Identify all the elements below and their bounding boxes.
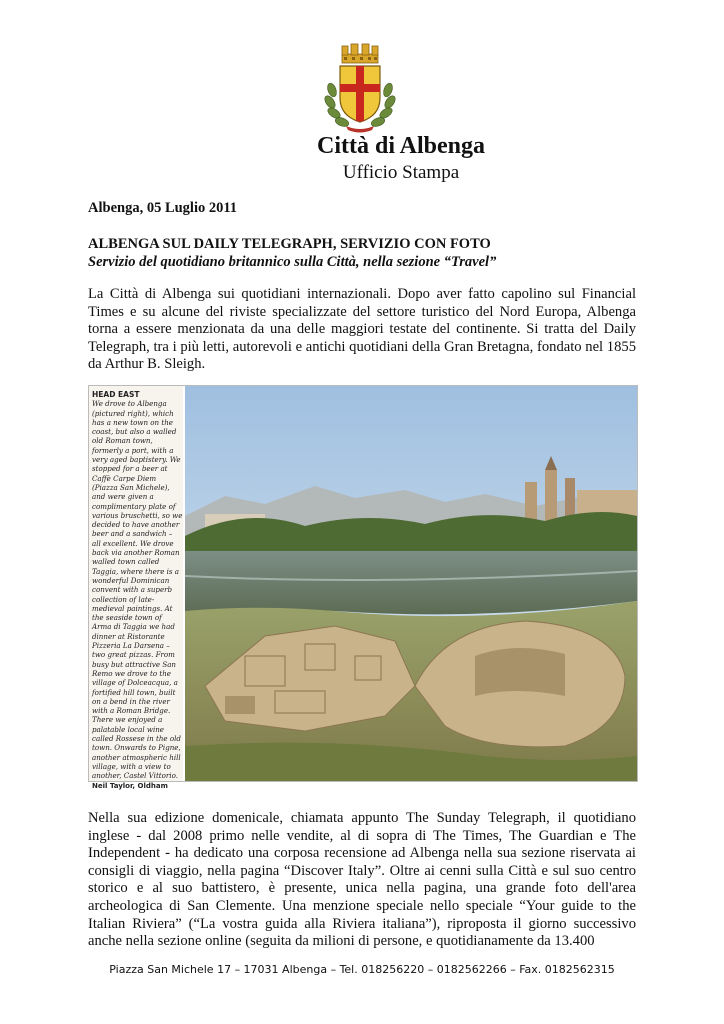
footer-address: Piazza San Michele 17 – 17031 Albenga – Tel. 018256220 – 0182562266 – Fax. 0182562315: [109, 963, 615, 976]
newspaper-clipping: [88, 385, 638, 791]
dateline: Albenga, 05 Luglio 2011: [88, 200, 238, 216]
albenga-ruins-photo: [185, 386, 637, 781]
paragraph-intro: La Città di Albenga sui quotidiani internazionali. Dopo aver fatto capolino sul Financial Times e su alcune del riviste specializzate del settore turistico del Nord Europa, Albenga torna a essere menzionata da una delle maggiori testate del continente. Si tratta del Daily Telegraph, tra i più letti, autorevoli e antichi quotidiani della Gran Bretagna, fondato nel 1855 da Arthur B. Sleigh.: [88, 286, 636, 373]
albenga-coat-of-arms-icon: [322, 40, 398, 132]
office-subtitle: Ufficio Stampa: [342, 162, 460, 183]
article-headline: ALBENGA SUL DAILY TELEGRAPH, SERVIZIO CON FOTO: [88, 236, 491, 252]
article-subhead: Servizio del quotidiano britannico sulla Città, nella sezione “Travel”: [88, 254, 497, 270]
clipping-heading: HEAD EAST: [92, 390, 140, 399]
page-title: Città di Albenga: [316, 133, 486, 159]
clipping-sidebar: [89, 386, 183, 791]
clipping-signature: Neil Taylor, Oldham: [92, 782, 168, 791]
paragraph-body: Nella sua edizione domenicale, chiamata appunto The Sunday Telegraph, il quotidiano inglese - dal 2008 primo nelle vendite, al di sopra di The Times, The Guardian e The Independent - ha dedicato una corposa recensione ad Albenga nella sua sezione riservata ai consigli di viaggio, nella pagina “Discover Italy”. Oltre ai cenni sulla Città e sul suo centro storico e al suo battistero, è presente, unica nella pagina, una grande foto dell'area archeologica di San Clemente. Una menzione speciale nello speciale “Your guide to the Italian Riviera” (“La vostra guida alla Riviera italiana”), riproposta il giorno successivo anche nella sezione online (seguita da milioni di persone, e quotidianamente da 13.400: [88, 810, 636, 950]
clipping-text: We drove to Albenga (pictured right), which has a new town on the coast, but also a walled old Roman town, formerly a port, with a very aged baptistery. We stopped for a beer at Caffè Carpe Diem (Piazza San Michele), and were given a complimentary plate of various bruschetti, so we decided to have another beer and a sandwich – all excellent. We drove back via another Roman walled town called Taggia, where there is a wonderful Dominican convent with a superb collection of late-medieval paintings. At the seaside town of Arma di Taggia we had dinner at Ristorante Pizzeria La Darsena – two great pizzas. From busy but attractive San Remo we drove to the village of Dolceacqua, a fortified hill town, built on a bend in the river with a Roman Bridge. There we enjoyed a palatable local wine called Rossese in the old town. Onwards to Pigne, another atmospheric hill village, with a view to another, Castel Vittorio.: [92, 399, 183, 781]
